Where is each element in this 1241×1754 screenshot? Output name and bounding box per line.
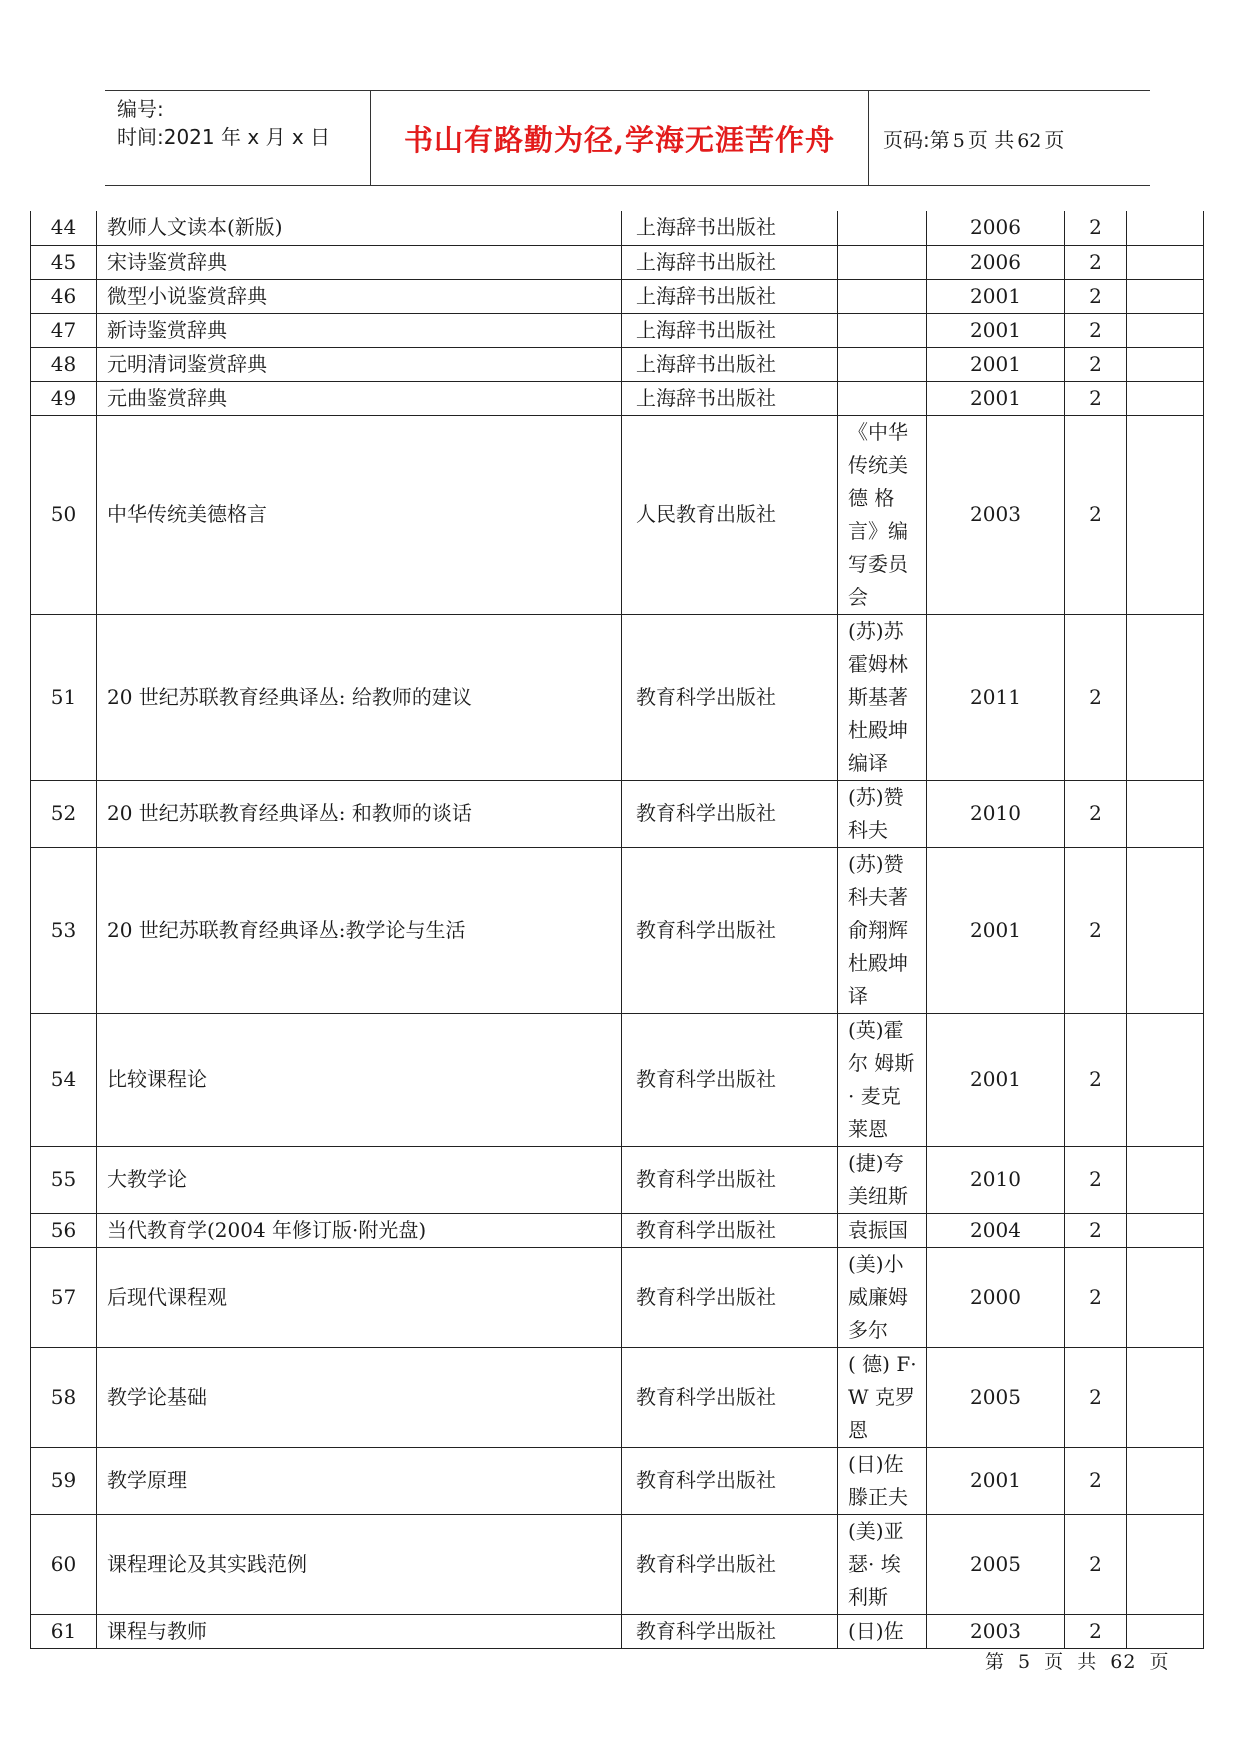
note-cell — [1127, 847, 1204, 1013]
table-row — [31, 1213, 1204, 1247]
header-page-code — [869, 91, 1150, 185]
note-cell — [1127, 1614, 1204, 1648]
row-number-cell: 52 — [31, 780, 97, 847]
publisher-cell: 教育科学出版社 — [622, 1247, 838, 1347]
row-number-cell: 53 — [31, 847, 97, 1013]
author-cell: (捷)夸美纽斯 — [838, 1146, 927, 1213]
publish-year-cell: 2003 — [927, 415, 1065, 614]
copy-count-cell: 2 — [1065, 245, 1127, 279]
table-row — [31, 780, 1204, 847]
publish-year-cell: 2001 — [927, 847, 1065, 1013]
copy-count-cell: 2 — [1065, 1247, 1127, 1347]
header-motto-cell — [371, 91, 869, 185]
row-number-cell: 44 — [31, 211, 97, 245]
author-cell: 《中华传统美德 格言》编写委员会 — [838, 415, 927, 614]
copy-count-cell: 2 — [1065, 1347, 1127, 1447]
book-title-cell: 中华传统美德格言 — [97, 415, 622, 614]
row-number-cell: 47 — [31, 313, 97, 347]
book-title-cell: 元曲鉴赏辞典 — [97, 381, 622, 415]
copy-count-cell: 2 — [1065, 381, 1127, 415]
book-title-cell: 新诗鉴赏辞典 — [97, 313, 622, 347]
author-cell: (苏)苏霍姆林斯基著杜殿坤编译 — [838, 614, 927, 780]
book-title-cell: 教学论基础 — [97, 1347, 622, 1447]
book-title-cell: 当代教育学(2004 年修订版·附光盘) — [97, 1213, 622, 1247]
note-cell — [1127, 211, 1204, 245]
author-cell — [838, 347, 927, 381]
publish-year-cell: 2001 — [927, 347, 1065, 381]
publisher-cell: 上海辞书出版社 — [622, 279, 838, 313]
book-title-cell: 后现代课程观 — [97, 1247, 622, 1347]
copy-count-cell: 2 — [1065, 1514, 1127, 1614]
note-cell — [1127, 614, 1204, 780]
copy-count-cell: 2 — [1065, 1013, 1127, 1146]
author-cell — [838, 211, 927, 245]
row-number-cell: 49 — [31, 381, 97, 415]
row-number-cell: 51 — [31, 614, 97, 780]
copy-count-cell: 2 — [1065, 1146, 1127, 1213]
publish-year-cell: 2011 — [927, 614, 1065, 780]
page-header — [105, 90, 1150, 186]
publish-year-cell: 2001 — [927, 1447, 1065, 1514]
publisher-cell: 上海辞书出版社 — [622, 313, 838, 347]
table-row — [31, 211, 1204, 245]
table-row — [31, 1614, 1204, 1648]
publisher-cell: 教育科学出版社 — [622, 614, 838, 780]
table-row — [31, 415, 1204, 614]
page-total: 62 — [1017, 129, 1042, 152]
copy-count-cell: 2 — [1065, 614, 1127, 780]
note-cell — [1127, 1347, 1204, 1447]
publisher-cell: 上海辞书出版社 — [622, 381, 838, 415]
row-number-cell: 60 — [31, 1514, 97, 1614]
row-number-cell: 46 — [31, 279, 97, 313]
note-cell — [1127, 347, 1204, 381]
publish-year-cell: 2005 — [927, 1514, 1065, 1614]
table-row — [31, 279, 1204, 313]
publish-year-cell: 2010 — [927, 780, 1065, 847]
note-cell — [1127, 313, 1204, 347]
note-cell — [1127, 1247, 1204, 1347]
copy-count-cell: 2 — [1065, 415, 1127, 614]
book-list-table — [30, 211, 1204, 1649]
table-row — [31, 1013, 1204, 1146]
publish-year-cell: 2003 — [927, 1614, 1065, 1648]
publisher-cell: 上海辞书出版社 — [622, 347, 838, 381]
book-title-cell: 课程理论及其实践范例 — [97, 1514, 622, 1614]
copy-count-cell: 2 — [1065, 347, 1127, 381]
book-title-cell: 20 世纪苏联教育经典译丛: 给教师的建议 — [97, 614, 622, 780]
publisher-cell: 人民教育出版社 — [622, 415, 838, 614]
table-row — [31, 381, 1204, 415]
table-row — [31, 614, 1204, 780]
author-cell — [838, 381, 927, 415]
row-number-cell: 48 — [31, 347, 97, 381]
table-row — [31, 1146, 1204, 1213]
table-row — [31, 245, 1204, 279]
page-prefix: 页码:第 — [883, 127, 950, 152]
publisher-cell: 教育科学出版社 — [622, 847, 838, 1013]
author-cell — [838, 245, 927, 279]
row-number-cell: 58 — [31, 1347, 97, 1447]
book-title-cell: 宋诗鉴赏辞典 — [97, 245, 622, 279]
copy-count-cell: 2 — [1065, 279, 1127, 313]
publisher-cell: 教育科学出版社 — [622, 1013, 838, 1146]
copy-count-cell: 2 — [1065, 211, 1127, 245]
row-number-cell: 54 — [31, 1013, 97, 1146]
page-mid: 页 共 — [967, 127, 1015, 152]
publish-year-cell: 2006 — [927, 245, 1065, 279]
publish-year-cell: 2010 — [927, 1146, 1065, 1213]
publish-year-cell: 2004 — [927, 1213, 1065, 1247]
copy-count-cell: 2 — [1065, 1213, 1127, 1247]
page-current: 5 — [952, 129, 965, 152]
publish-year-cell: 2006 — [927, 211, 1065, 245]
book-title-cell: 20 世纪苏联教育经典译丛:教学论与生活 — [97, 847, 622, 1013]
book-title-cell: 教学原理 — [97, 1447, 622, 1514]
row-number-cell: 45 — [31, 245, 97, 279]
copy-count-cell: 2 — [1065, 1614, 1127, 1648]
motto-text: 书山有路勤为径,学海无涯苦作舟 — [403, 122, 836, 157]
author-cell: (苏)赞科夫著俞翔辉杜殿坤译 — [838, 847, 927, 1013]
publisher-cell: 教育科学出版社 — [622, 1213, 838, 1247]
table-row — [31, 1347, 1204, 1447]
document-date: 时间:2021 年 x 月 x 日 — [117, 125, 331, 149]
book-title-cell: 微型小说鉴赏辞典 — [97, 279, 622, 313]
table-row — [31, 1514, 1204, 1614]
table-row — [31, 847, 1204, 1013]
publisher-cell: 上海辞书出版社 — [622, 245, 838, 279]
author-cell: (日)佐滕正夫 — [838, 1447, 927, 1514]
note-cell — [1127, 1447, 1204, 1514]
page-footer: 第 5 页 共 62 页 — [985, 1651, 1170, 1673]
row-number-cell: 50 — [31, 415, 97, 614]
author-cell: (美)小威廉姆多尔 — [838, 1247, 927, 1347]
publisher-cell: 教育科学出版社 — [622, 1514, 838, 1614]
publish-year-cell: 2001 — [927, 279, 1065, 313]
publisher-cell: 教育科学出版社 — [622, 1614, 838, 1648]
note-cell — [1127, 1013, 1204, 1146]
author-cell — [838, 313, 927, 347]
publisher-cell: 教育科学出版社 — [622, 1447, 838, 1514]
document-number-label: 编号: — [117, 97, 164, 121]
row-number-cell: 57 — [31, 1247, 97, 1347]
note-cell — [1127, 381, 1204, 415]
book-title-cell: 20 世纪苏联教育经典译丛: 和教师的谈话 — [97, 780, 622, 847]
publisher-cell: 教育科学出版社 — [622, 780, 838, 847]
publish-year-cell: 2001 — [927, 313, 1065, 347]
header-meta — [105, 91, 371, 185]
publish-year-cell: 2005 — [927, 1347, 1065, 1447]
copy-count-cell: 2 — [1065, 1447, 1127, 1514]
author-cell: (日)佐 — [838, 1614, 927, 1648]
table-row — [31, 313, 1204, 347]
publisher-cell: 上海辞书出版社 — [622, 211, 838, 245]
note-cell — [1127, 245, 1204, 279]
author-cell: (美)亚瑟· 埃利斯 — [838, 1514, 927, 1614]
publish-year-cell: 2001 — [927, 381, 1065, 415]
note-cell — [1127, 1146, 1204, 1213]
author-cell — [838, 279, 927, 313]
publish-year-cell: 2001 — [927, 1013, 1065, 1146]
note-cell — [1127, 1213, 1204, 1247]
row-number-cell: 61 — [31, 1614, 97, 1648]
note-cell — [1127, 279, 1204, 313]
note-cell — [1127, 780, 1204, 847]
note-cell — [1127, 415, 1204, 614]
publisher-cell: 教育科学出版社 — [622, 1146, 838, 1213]
author-cell: (苏)赞科夫 — [838, 780, 927, 847]
table-row — [31, 1247, 1204, 1347]
row-number-cell: 56 — [31, 1213, 97, 1247]
publish-year-cell: 2000 — [927, 1247, 1065, 1347]
copy-count-cell: 2 — [1065, 847, 1127, 1013]
row-number-cell: 59 — [31, 1447, 97, 1514]
row-number-cell: 55 — [31, 1146, 97, 1213]
table-body — [31, 211, 1204, 1648]
copy-count-cell: 2 — [1065, 313, 1127, 347]
book-title-cell: 元明清词鉴赏辞典 — [97, 347, 622, 381]
book-title-cell: 比较课程论 — [97, 1013, 622, 1146]
author-cell: 袁振国 — [838, 1213, 927, 1247]
page-suffix: 页 — [1044, 127, 1065, 152]
author-cell: ( 德) F·W 克罗恩 — [838, 1347, 927, 1447]
publisher-cell: 教育科学出版社 — [622, 1347, 838, 1447]
page-code — [883, 124, 1064, 153]
table-row — [31, 347, 1204, 381]
table-row — [31, 1447, 1204, 1514]
note-cell — [1127, 1514, 1204, 1614]
book-title-cell: 课程与教师 — [97, 1614, 622, 1648]
copy-count-cell: 2 — [1065, 780, 1127, 847]
author-cell: (英)霍尔 姆斯· 麦克莱恩 — [838, 1013, 927, 1146]
book-title-cell: 教师人文读本(新版) — [97, 211, 622, 245]
book-title-cell: 大教学论 — [97, 1146, 622, 1213]
